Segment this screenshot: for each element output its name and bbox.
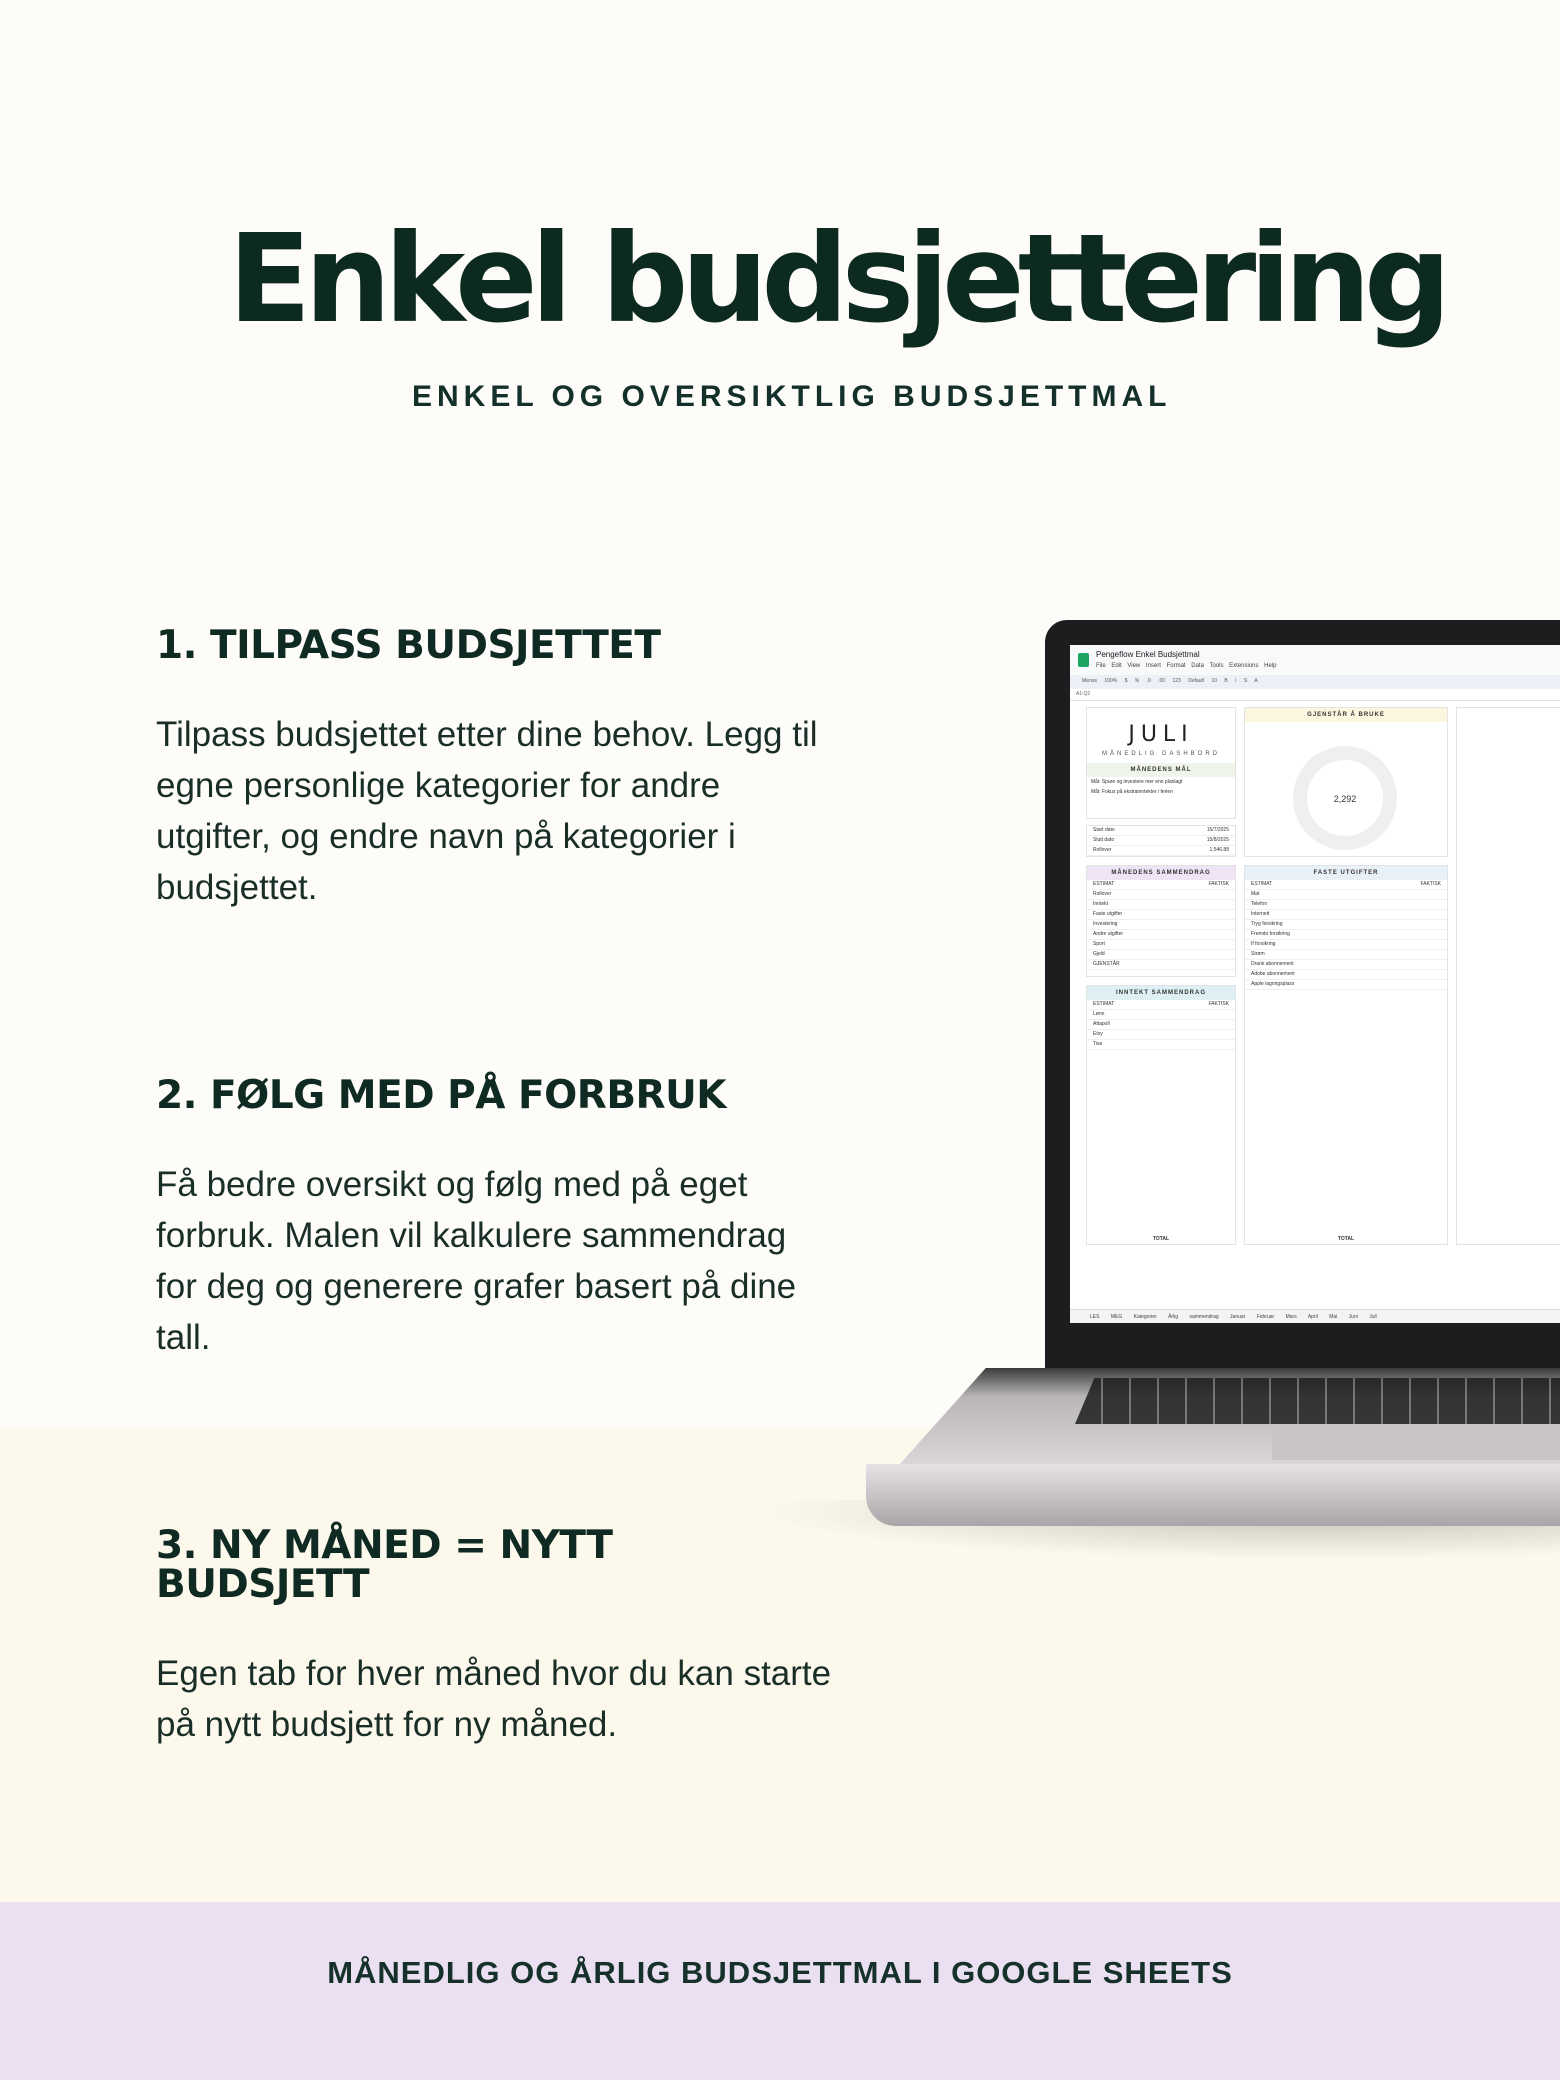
summary-row: Faste utgifter	[1087, 910, 1235, 920]
income-total: TOTAL	[1152, 1236, 1170, 1242]
spreadsheet-screen	[1070, 645, 1560, 1323]
fixed-rows	[1245, 880, 1447, 990]
sheet-grid	[1070, 701, 1560, 1301]
sheet-tabs[interactable]: LES MEG Kategorier Årlig sammendrag Januar Februar Mars April Mai Juni Juli	[1070, 1309, 1560, 1323]
fixed-row[interactable]: Strøm	[1245, 950, 1447, 960]
goal-2: Mål: Fokus på ekstrainntekter i ferien	[1091, 789, 1173, 795]
step-text: Tilpass budsjettet etter dine behov. Legg til egne personlige kategorier for andre utgifter, og endre navn på kategorier i budsjettet.	[156, 715, 818, 907]
summary-row: Inntekt	[1087, 900, 1235, 910]
summary-rows	[1087, 880, 1235, 970]
dashboard-label: MÅNEDLIG DASHBORD	[1101, 751, 1220, 757]
step-customize	[156, 623, 836, 913]
income-cols: ESTIMAT FAKTISK	[1087, 1000, 1235, 1010]
donut-chart	[1293, 746, 1397, 850]
fixed-row[interactable]: Drank abonnement	[1245, 960, 1447, 970]
summary-cols: ESTIMAT FAKTISK	[1087, 880, 1235, 890]
fixed-row[interactable]: Internett	[1245, 910, 1447, 920]
fixed-row[interactable]: Telefon	[1245, 900, 1447, 910]
fixed-row[interactable]: Fremdo forsikring	[1245, 930, 1447, 940]
goals-header: MÅNEDENS MÅL	[1087, 763, 1235, 777]
step-text: Få bedre oversikt og følg med på eget forbruk. Malen vil kalkulere sammendrag for deg og generere grafer basert på dine tall.	[156, 1165, 797, 1357]
fixed-row[interactable]: Adobe abonnement	[1245, 970, 1447, 980]
toolbar[interactable]: Menus 100% $ % .0 .00 123 Default 10 B I S A	[1070, 675, 1560, 689]
goal-1: Mål: Spare og investere mer enn planlagt	[1091, 779, 1183, 785]
sheet-header	[1070, 645, 1560, 689]
page-title: Enkel budsjettering	[228, 208, 1445, 350]
fixed-expenses-panel	[1244, 865, 1448, 1245]
step-track-spending	[156, 1073, 836, 1363]
left-to-spend-panel	[1244, 707, 1448, 857]
step-title: 2. FØLG MED PÅ FORBRUK	[156, 1073, 726, 1118]
cell-reference[interactable]: A1:Q2	[1070, 689, 1560, 701]
income-row[interactable]: Tise	[1087, 1040, 1235, 1050]
summary-row: Andre utgifter	[1087, 930, 1235, 940]
footer-text: MÅNEDLIG OG ÅRLIG BUDSJETTMAL I GOOGLE SHEETS	[327, 1955, 1233, 1990]
income-summary-panel	[1086, 985, 1236, 1245]
partial-panel	[1456, 707, 1560, 1245]
page-subtitle: ENKEL OG OVERSIKTLIG BUDSJETTMAL	[412, 380, 1172, 413]
fixed-row[interactable]: Tryg forsikring	[1245, 920, 1447, 930]
left-to-spend-value: 2,292	[1333, 794, 1357, 804]
month-panel	[1086, 707, 1236, 819]
step-title: 1. TILPASS BUDSJETTET	[156, 623, 661, 668]
step-text: Egen tab for hver måned hvor du kan starte på nytt budsjett for ny måned.	[156, 1654, 832, 1744]
summary-row: Gjeld	[1087, 950, 1235, 960]
left-to-spend-header: GJENSTÅR Å BRUKE	[1245, 708, 1447, 722]
step-new-month	[156, 1523, 836, 1750]
summary-row: Investering	[1087, 920, 1235, 930]
summary-header: MÅNEDENS SAMMENDRAG	[1087, 866, 1235, 880]
fixed-header: FASTE UTGIFTER	[1245, 866, 1447, 880]
sheets-logo-icon	[1078, 653, 1089, 667]
fixed-row[interactable]: Apple lagringsplass	[1245, 980, 1447, 990]
income-header: INNTEKT SAMMENDRAG	[1087, 986, 1235, 1000]
menu-bar[interactable]: File Edit View Insert Format Data Tools Extensions Help	[1096, 663, 1277, 669]
rollover-row: Rollover 1,546.88	[1087, 846, 1235, 856]
summary-row: GJENSTÅR	[1087, 960, 1235, 970]
income-rows	[1087, 1000, 1235, 1050]
fixed-total: TOTAL	[1337, 1236, 1355, 1242]
laptop-base	[900, 1368, 1560, 1464]
footer-band	[0, 1902, 1560, 2080]
dates-panel	[1086, 825, 1236, 857]
month-title: JULI	[1128, 722, 1194, 747]
summary-row: Rollover	[1087, 890, 1235, 900]
fixed-cols: ESTIMAT FAKTISK	[1245, 880, 1447, 890]
income-row[interactable]: Attapoll	[1087, 1020, 1235, 1030]
step-title: 3. NY MÅNED = NYTT BUDSJETT	[156, 1523, 613, 1607]
fixed-row[interactable]: If forsikring	[1245, 940, 1447, 950]
file-name[interactable]: Pengeflow Enkel Budsjettmal	[1096, 650, 1200, 659]
income-row[interactable]: Lønn	[1087, 1010, 1235, 1020]
summary-row: Sport	[1087, 940, 1235, 950]
fixed-row[interactable]: Mat	[1245, 890, 1447, 900]
start-date-row: Start dato 15/7/2025	[1087, 826, 1235, 836]
monthly-summary-panel	[1086, 865, 1236, 977]
income-row[interactable]: Etsy	[1087, 1030, 1235, 1040]
end-date-row: Slutt dato 15/8/2025	[1087, 836, 1235, 846]
